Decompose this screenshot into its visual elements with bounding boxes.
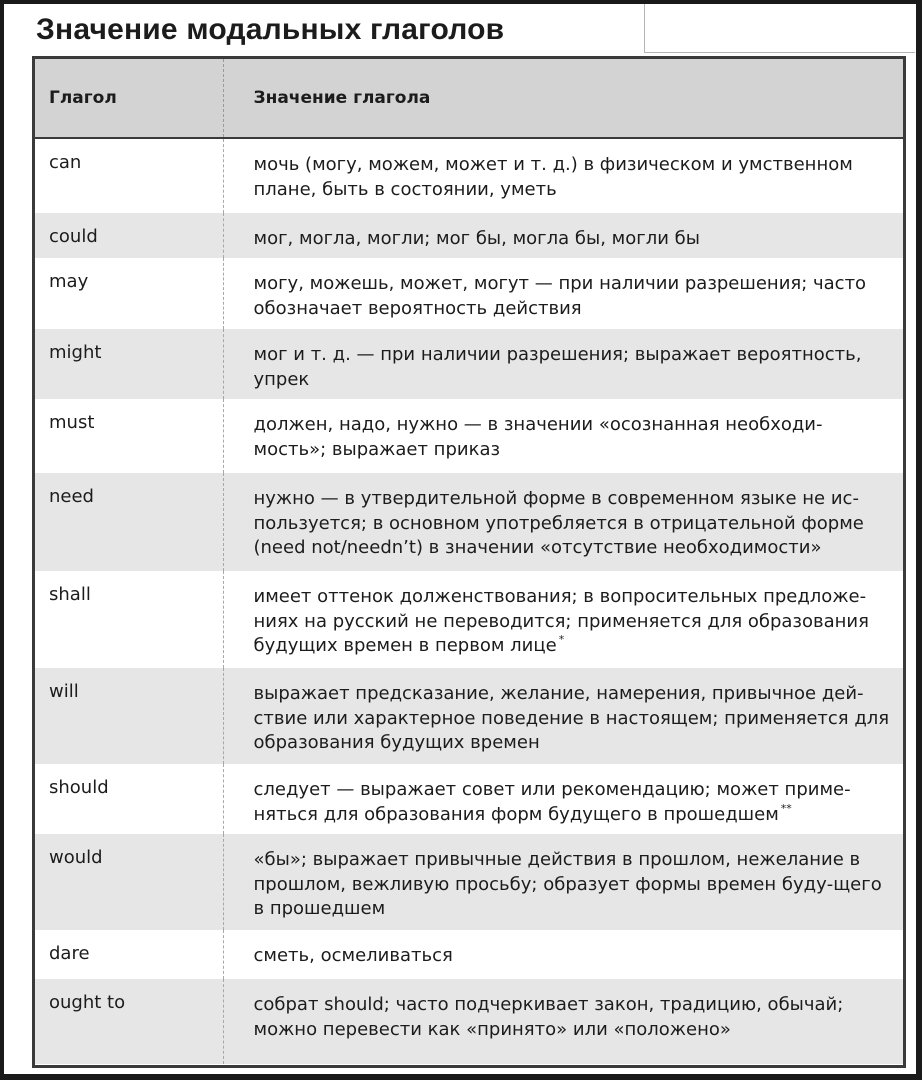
table-row xyxy=(35,571,903,668)
meaning-text: могу, можешь, может, могут — при наличии разрешения; часто обозначает вероятность действия xyxy=(253,273,867,319)
meaning-text: мог и т. д. — при наличии разрешения; выражает вероятность, упрек xyxy=(253,344,862,390)
verb-cell: would xyxy=(35,834,223,930)
footnote-mark: ** xyxy=(780,801,792,815)
table-row xyxy=(35,473,903,571)
verb-cell: should xyxy=(35,764,223,834)
table-row xyxy=(35,399,903,473)
page-title: Значение модальных глаголов xyxy=(36,13,505,46)
title-corner-box xyxy=(644,4,915,53)
meaning-text: мочь (могу, можем, может и т. д.) в физическом и умственном плане, быть в состоянии, уметь xyxy=(253,154,853,200)
meaning-text: сметь, осмеливаться xyxy=(253,945,453,966)
meaning-text: имеет оттенок долженствования; в вопросительных предложе-ниях на русский не переводится; применяется для образования будущих времен в первом лице xyxy=(253,586,869,656)
verb-cell: will xyxy=(35,668,223,764)
meaning-text: выражает предсказание, желание, намерения, привычное дей-ствие или характерное поведение в настоящем; применяется для образования будущих времен xyxy=(253,683,890,753)
verb-cell: may xyxy=(35,258,223,329)
meaning-cell xyxy=(223,138,903,213)
meaning-text: следует — выражает совет или рекомендацию; может приме-няться для образования форм будущего в прошедшем xyxy=(253,779,851,825)
table-row xyxy=(35,138,903,213)
meaning-text: собрат should; часто подчеркивает закон, традицию, обычай; можно перевести как «принято» или «положено» xyxy=(253,994,844,1040)
meaning-text: нужно — в утвердительной форме в современном языке не ис-пользуется; в основном употребляется в отрицательной форме (need not/needn’t) в значении «отсутствие необходимости» xyxy=(253,488,864,558)
meaning-cell xyxy=(223,213,903,258)
modal-verbs-table-frame xyxy=(32,56,906,1068)
table-row xyxy=(35,258,903,329)
verb-cell: dare xyxy=(35,930,223,979)
meaning-text: «бы»; выражает привычные действия в прошлом, нежелание в прошлом, вежливую просьбу; образует формы времен буду-щего в прошедшем xyxy=(253,849,882,919)
meaning-cell xyxy=(223,258,903,329)
table-row xyxy=(35,834,903,930)
modal-verbs-table xyxy=(35,59,903,1064)
meaning-cell xyxy=(223,764,903,834)
table-row xyxy=(35,213,903,258)
meaning-cell xyxy=(223,668,903,764)
verb-cell: might xyxy=(35,329,223,399)
table-row xyxy=(35,979,903,1064)
meaning-cell xyxy=(223,834,903,930)
meaning-cell xyxy=(223,930,903,979)
verb-cell: shall xyxy=(35,571,223,668)
verb-cell: can xyxy=(35,138,223,213)
table-row xyxy=(35,668,903,764)
table-row xyxy=(35,930,903,979)
verb-cell: must xyxy=(35,399,223,473)
meaning-cell xyxy=(223,473,903,571)
meaning-cell xyxy=(223,571,903,668)
verb-cell: could xyxy=(35,213,223,258)
meaning-cell xyxy=(223,979,903,1064)
meaning-cell xyxy=(223,329,903,399)
verb-cell: ought to xyxy=(35,979,223,1064)
header-row xyxy=(35,59,903,138)
meaning-text: мог, могла, могли; мог бы, могла бы, могли бы xyxy=(253,228,700,249)
meaning-text: должен, надо, нужно — в значении «осознанная необходи-мость»; выражает приказ xyxy=(253,414,823,460)
footnote-mark: * xyxy=(558,633,565,646)
verb-cell: need xyxy=(35,473,223,571)
table-row xyxy=(35,764,903,834)
meaning-cell xyxy=(223,399,903,473)
column-header-meaning: Значение глагола xyxy=(223,59,903,138)
document-page xyxy=(4,4,916,1074)
column-header-verb: Глагол xyxy=(35,59,223,138)
table-row xyxy=(35,329,903,399)
